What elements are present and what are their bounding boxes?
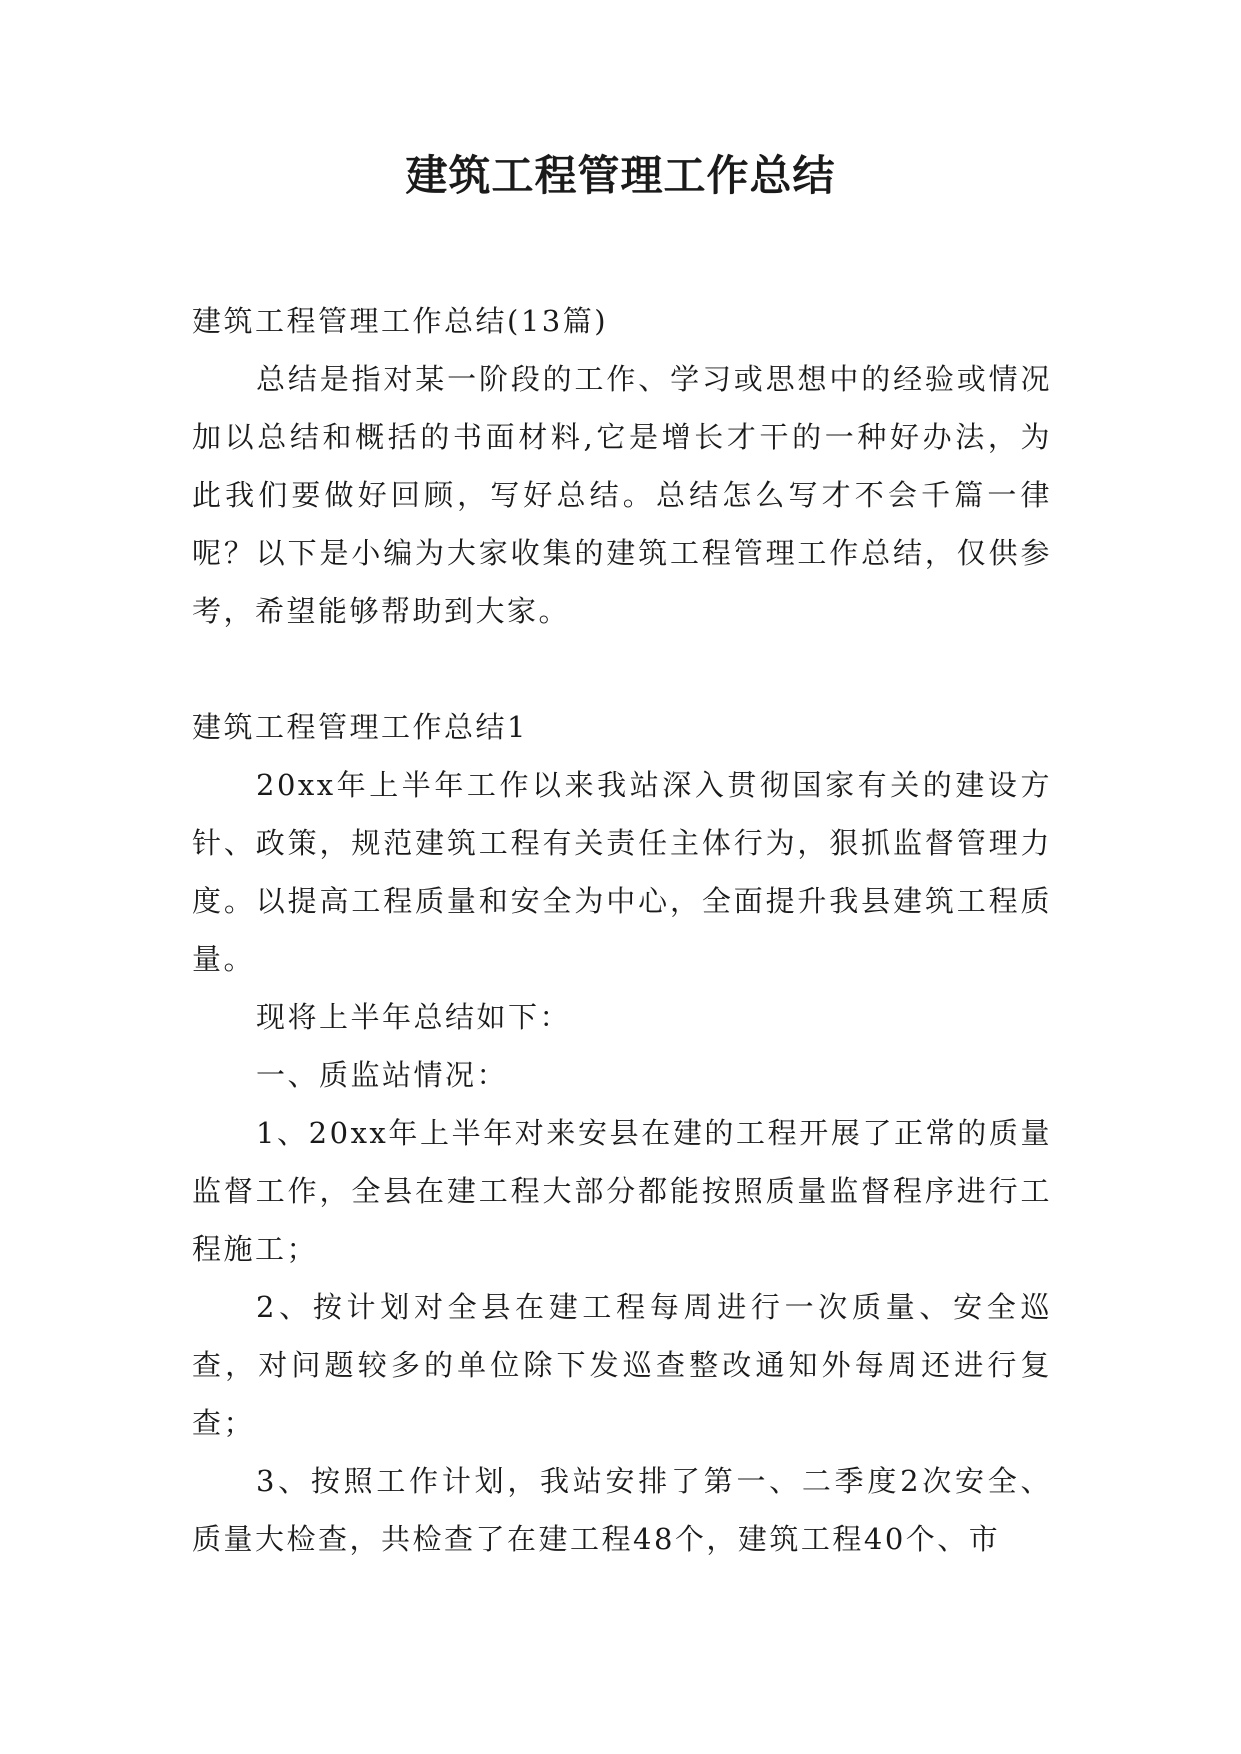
section-spacer xyxy=(192,640,1052,698)
body-paragraph: 现将上半年总结如下： xyxy=(256,1000,572,1034)
body-paragraph: 一、质监站情况： xyxy=(256,1058,509,1092)
document-body xyxy=(192,292,1052,1568)
body-paragraph: 20xx年上半年工作以来我站深入贯彻国家有关的建设方针、政策，规范建筑工程有关责任主体行为，狠抓监督管理力度。以提高工程质量和安全为中心，全面提升我县建筑工程质量。 xyxy=(192,768,1052,976)
intro-paragraph: 总结是指对某一阶段的工作、学习或思想中的经验或情况加以总结和概括的书面材料,它是增长才干的一种好办法，为此我们要做好回顾，写好总结。总结怎么写才不会千篇一律呢？以下是小编为大家收集的建筑工程管理工作总结，仅供参考，希望能够帮助到大家。 xyxy=(192,362,1052,628)
section-heading: 建筑工程管理工作总结1 xyxy=(192,710,528,744)
document-title: 建筑工程管理工作总结 xyxy=(405,151,836,200)
body-paragraph: 3、按照工作计划，我站安排了第一、二季度2次安全、质量大检查，共检查了在建工程48个，建筑工程40个、市 xyxy=(192,1464,1052,1556)
body-paragraph: 1、20xx年上半年对来安县在建的工程开展了正常的质量监督工作，全县在建工程大部分都能按照质量监督程序进行工程施工； xyxy=(192,1116,1052,1266)
intro-heading: 建筑工程管理工作总结(13篇) xyxy=(192,304,609,338)
body-paragraph: 2、按计划对全县在建工程每周进行一次质量、安全巡查，对问题较多的单位除下发巡查整改通知外每周还进行复查； xyxy=(192,1290,1052,1440)
